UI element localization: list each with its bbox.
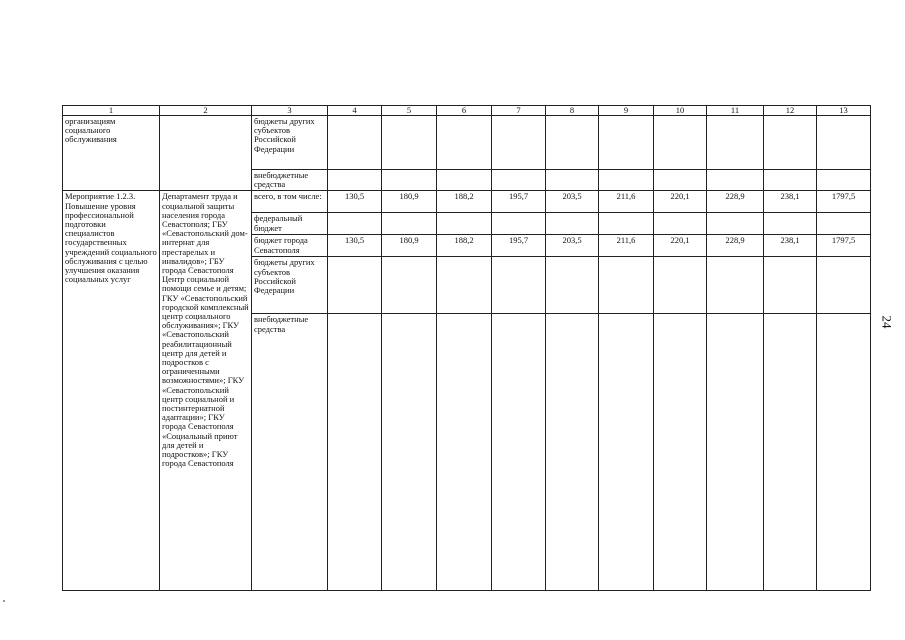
value-cell (599, 213, 654, 235)
empty-cell (160, 116, 252, 191)
value-cell (546, 213, 599, 235)
value-cell (764, 213, 817, 235)
header-cell: 12 (764, 106, 817, 116)
header-cell: 8 (546, 106, 599, 116)
value-cell: 211,6 (599, 191, 654, 213)
value-cell (764, 314, 817, 591)
funding-source-cell: бюджеты других субъектов Российской Федерации (252, 116, 328, 170)
header-cell: 11 (707, 106, 764, 116)
value-cell (654, 213, 707, 235)
value-cell (707, 257, 764, 314)
value-cell (546, 314, 599, 591)
header-cell: 6 (437, 106, 492, 116)
header-cell: 10 (654, 106, 707, 116)
value-cell: 130,5 (328, 191, 382, 213)
value-cell: 211,6 (599, 235, 654, 257)
value-cell (437, 213, 492, 235)
header-cell: 7 (492, 106, 546, 116)
page-number: 24 (879, 315, 895, 329)
value-cell (817, 314, 871, 591)
table-row (63, 116, 871, 170)
value-cell (492, 314, 546, 591)
table-row (63, 191, 871, 213)
value-cell: 180,9 (382, 191, 437, 213)
budget-table (62, 105, 871, 591)
value-cell: 238,1 (764, 191, 817, 213)
value-cell (707, 213, 764, 235)
value-cell (817, 257, 871, 314)
funding-source-cell: всего, в том числе: (252, 191, 328, 213)
value-cell (546, 257, 599, 314)
funding-source-cell: бюджет города Севастополя (252, 235, 328, 257)
funding-source-cell: бюджеты других субъектов Российской Федерации (252, 257, 328, 314)
value-cell: 180,9 (382, 235, 437, 257)
value-cell: 1797,5 (817, 191, 871, 213)
value-cell: 188,2 (437, 191, 492, 213)
value-cell (328, 314, 382, 591)
funding-source-cell: внебюджетные средства (252, 314, 328, 591)
measure-name-cell: Мероприятие 1.2.3. Повышение уровня профессиональной подготовки специалистов государственных учреждений социального обслуживания с целью улучшения оказания социальных услуг (63, 191, 160, 591)
value-cell (437, 257, 492, 314)
value-cell (382, 213, 437, 235)
value-cell (492, 213, 546, 235)
executors-cell: Департамент труда и социальной защиты населения города Севастополя; ГБУ «Севастопольский дом-интернат для престарелых и инвалидов»; ГБУ города Севастополя Центр социальной помощи семье и детям; ГКУ «Севастопольский городской комплексный центр социального обслуживания»; ГКУ «Севастопольский реабилитационный центр для детей и подростков с ограниченными возможностями»; ГКУ «Севастопольский центр социальной и постинтернатной адаптации»; ГКУ города Севастополя «Социальный приют для детей и подростков»; ГКУ города Севастополя (160, 191, 252, 591)
funding-source-cell: внебюджетные средства (252, 170, 328, 191)
header-cell: 13 (817, 106, 871, 116)
value-cell (382, 257, 437, 314)
value-cell (654, 314, 707, 591)
header-cell: 1 (63, 106, 160, 116)
value-cell: 195,7 (492, 235, 546, 257)
value-cell (764, 257, 817, 314)
funding-source-cell: федеральный бюджет (252, 213, 328, 235)
value-cell (328, 213, 382, 235)
value-cell: 203,5 (546, 235, 599, 257)
value-cell (382, 314, 437, 591)
value-cell (817, 213, 871, 235)
value-cell: 130,5 (328, 235, 382, 257)
header-cell: 3 (252, 106, 328, 116)
value-cell: 228,9 (707, 235, 764, 257)
value-cell (599, 314, 654, 591)
value-cell (328, 257, 382, 314)
value-cell (654, 257, 707, 314)
header-cell: 4 (328, 106, 382, 116)
value-cell: 195,7 (492, 191, 546, 213)
header-row (63, 106, 871, 116)
header-cell: 5 (382, 106, 437, 116)
value-cell: 228,9 (707, 191, 764, 213)
value-cell: 188,2 (437, 235, 492, 257)
continued-measure-cell: организациям социального обслуживания (63, 116, 160, 191)
value-cell: 220,1 (654, 235, 707, 257)
value-cell: 1797,5 (817, 235, 871, 257)
scan-speck (3, 600, 5, 602)
value-cell: 220,1 (654, 191, 707, 213)
value-cell (707, 314, 764, 591)
value-cell: 203,5 (546, 191, 599, 213)
header-cell: 2 (160, 106, 252, 116)
value-cell (599, 257, 654, 314)
value-cell: 238,1 (764, 235, 817, 257)
header-cell: 9 (599, 106, 654, 116)
value-cell (437, 314, 492, 591)
value-cell (492, 257, 546, 314)
